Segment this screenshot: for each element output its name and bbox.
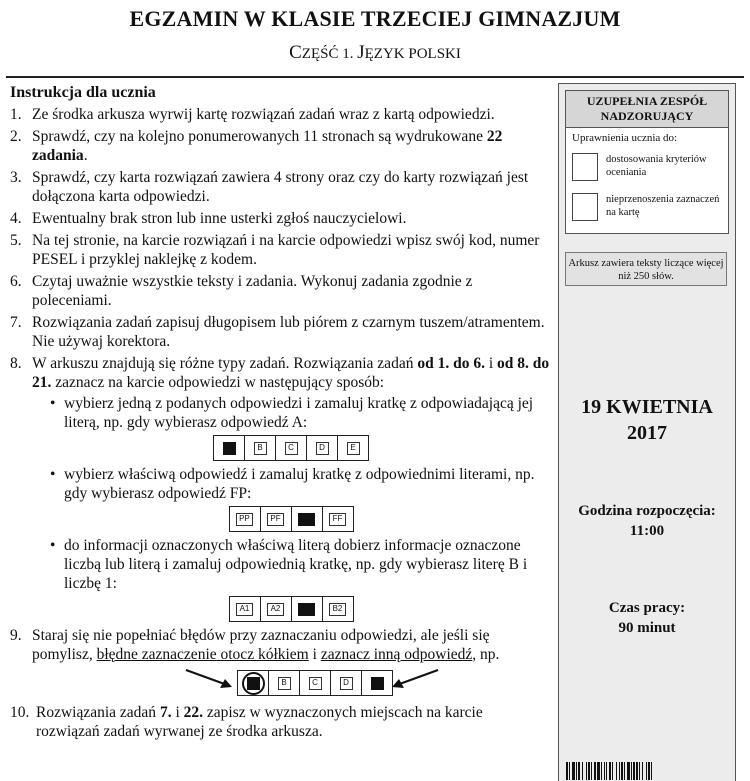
instructions-heading: Instrukcja dla ucznia [10, 84, 156, 101]
bullet-single-choice: • wybierz jedną z podanych odpowiedzi i zamaluj kratkę z odpowiadającą jej literą, np. gdy wybierasz odpowiedź A: [50, 395, 534, 431]
example-checkbox-c: C [285, 442, 298, 455]
example-checkbox-e: E [347, 442, 360, 455]
instructions-section [10, 83, 550, 744]
example-checkbox-a1: A1 [236, 603, 253, 616]
rights-checkbox-no-transfer[interactable] [572, 193, 598, 221]
example-checkbox-b1-filled [298, 603, 315, 616]
exam-part-subtitle: CZĘŚĆ 1. JĘZYK POLSKI [289, 42, 461, 63]
instruction-item-6: 6. Czytaj uważnie wszystkie teksty i zadania. Wykonuj zadania zgodnie z poleceniami. [10, 273, 473, 309]
example-checkbox-pf: PF [267, 513, 284, 526]
example-true-false [32, 506, 550, 532]
example-checkbox-a2: A2 [267, 603, 284, 616]
sidebar-column [558, 83, 736, 781]
instruction-item-1: 1. Ze środka arkusza wyrwij kartę rozwiązań zadań wraz z kartą odpowiedzi. [10, 106, 495, 123]
circled-wrong-answer-icon [242, 672, 265, 695]
supervisors-panel-title: UZUPEŁNIA ZESPÓŁ NADZORUJĄCY [566, 91, 728, 128]
instruction-item-4: 4. Ewentualny brak stron lub inne usterki zgłoś nauczycielowi. [10, 210, 407, 227]
arrow-left-icon [390, 668, 440, 690]
instruction-item-5: 5. Na tej stronie, na karcie rozwiązań i na karcie odpowiedzi wpisz swój kod, numer PESEL i przyklej naklejkę z kodem. [10, 232, 540, 268]
header-divider [6, 76, 744, 78]
start-time: Godzina rozpoczęcia: 11:00 [578, 503, 716, 539]
supervisors-panel [565, 90, 729, 234]
example-checkbox-fp-filled [298, 513, 315, 526]
barcode [566, 762, 728, 780]
long-texts-note: Arkusz zawiera teksty liczące więcej niż 250 słów. [565, 252, 727, 286]
instruction-item-10: 10. Rozwiązania zadań 7. i 22. zapisz w wyznaczonych miejscach na karcie rozwiązań zadań wyrwanej ze środka arkusza. [10, 704, 483, 740]
rights-label: Uprawnienia ucznia do: [572, 132, 678, 144]
correction-checkbox-c: C [309, 677, 322, 690]
instruction-item-3: 3. Sprawdź, czy karta rozwiązań zawiera 4 strony oraz czy do karty rozwiązań jest dołączona karta odpowiedzi. [10, 169, 529, 205]
bullet-matching: • do informacji oznaczonych właściwą literą dobierz informacje oznaczone liczbą lub literą i zamaluj odpowiednią kratkę, np. gdy wybierasz literę B i liczbę 1: [50, 537, 528, 592]
correction-checkbox-b: B [278, 677, 291, 690]
instruction-item-7: 7. Rozwiązania zadań zapisuj długopisem lub piórem z czarnym tuszem/atramentem. Nie używaj korektora. [10, 314, 545, 350]
correction-checkbox-d: D [340, 677, 353, 690]
example-single-choice [32, 435, 550, 461]
arrow-right-icon [184, 668, 234, 690]
rights-checkbox-adjusted-criteria[interactable] [572, 153, 598, 181]
example-correction [32, 666, 550, 700]
example-checkbox-ff: FF [329, 513, 346, 526]
instruction-item-8: 8. W arkuszu znajdują się różne typy zadań. Rozwiązania zadań od 1. do 6. i od 8. do 21. zaznacz na karcie odpowiedzi w następujący sposób: • wybierz jedną z podanych odpowiedzi i zamaluj kratkę z odpowiadającą jej literą, np. gdy wybierasz odpowiedź A: B C D E • wybierz właściwą odpowiedź i zamaluj kratkę z odpowiednimi literami, np. gdy wybierasz odpowiedź FP: PP PF FF • do informacji oznaczonych właściwą literą dobierz informacje oznaczone liczbą lub literą i zamaluj odpowiednią kratkę, np. gdy wybierasz literę B i liczbę 1: A1 A2 B2 [10, 354, 550, 622]
exam-duration: Czas pracy: 90 minut [608, 600, 686, 636]
example-checkbox-b: B [254, 442, 267, 455]
instruction-item-9: 9. Staraj się nie popełniać błędów przy zaznaczaniu odpowiedzi, ale jeśli się pomylisz, błędne zaznaczenie otocz kółkiem i zaznacz inną odpowiedź, np. B C D [10, 626, 550, 700]
exam-title: EGZAMIN W KLASIE TRZECIEJ GIMNAZJUM [129, 6, 621, 31]
example-matching [32, 596, 550, 622]
instruction-item-2: 2. Sprawdź, czy na kolejno ponumerowanych 11 stronach są wydrukowane 22 zadania. [10, 128, 503, 164]
example-checkbox-pp: PP [236, 513, 253, 526]
correction-checkbox-e-filled [371, 677, 384, 690]
rights-option-adjusted-criteria: dostosowania kryteriów oceniania [606, 154, 707, 178]
bullet-true-false: • wybierz właściwą odpowiedź i zamaluj kratkę z odpowiednimi literami, np. gdy wybierasz odpowiedź FP: [50, 466, 535, 502]
exam-date: 19 KWIETNIA 2017 [581, 396, 713, 444]
example-checkbox-a-filled [223, 442, 236, 455]
example-checkbox-d: D [316, 442, 329, 455]
rights-option-no-transfer: nieprzenoszenia zaznaczeń na kartę [606, 194, 720, 218]
example-checkbox-b2: B2 [329, 603, 346, 616]
